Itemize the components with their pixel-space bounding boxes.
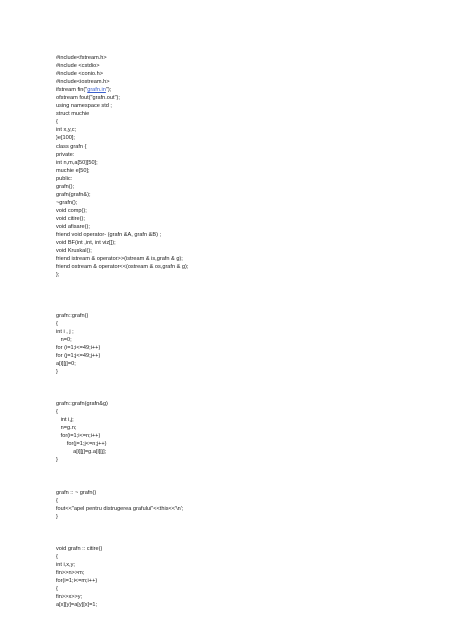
code-line: {: [56, 553, 58, 560]
code-line: for (j=1;j<=49;j++): [56, 352, 101, 359]
code-line: {: [56, 409, 58, 416]
code-block-default-constructor: [56, 312, 416, 376]
code-line: int i,j;: [56, 417, 74, 424]
code-line: ~grafn();: [56, 199, 78, 206]
code-line: a[i][j]=g.a[i][j];: [56, 449, 107, 456]
code-line: ofstream fout("grafn.out");: [56, 95, 120, 102]
code-line: void comp();: [56, 207, 87, 214]
code-line: fout<<"apel pentru distrugerea grafului"<<this<<'\n';: [56, 505, 184, 512]
code-line: friend istream & operator>>(istream & is,grafn & g);: [56, 256, 183, 263]
code-line: for(i=1;i<=m;i++): [56, 578, 98, 585]
code-line: grafn(grafn&);: [56, 191, 91, 198]
code-line: }: [56, 368, 58, 375]
code-line: a[x][y]=a[y][x]=1;: [56, 602, 98, 609]
code-line: using namespace std ;: [56, 103, 112, 110]
code-line: muchie e[50];: [56, 167, 90, 174]
code-line: grafn :: ~ grafn(): [56, 489, 97, 496]
code-line: for(j=1;j<=n;j++): [56, 441, 107, 448]
code-line: public:: [56, 175, 73, 182]
code-line: }: [56, 457, 58, 464]
code-line: void BF(int ,int, int viz[]);: [56, 240, 116, 247]
code-line: void afisare();: [56, 223, 90, 230]
code-line: }: [56, 513, 58, 520]
code-line: void grafn :: citire(): [56, 545, 103, 552]
block-spacer: [56, 464, 416, 488]
code-line: struct muchie: [56, 111, 90, 118]
code-line: #include <cstdio>: [56, 63, 100, 70]
code-line: #include<iostream.h>: [56, 79, 110, 86]
block-spacer: [56, 279, 416, 311]
code-line: for(i=1;i<=n;i++): [56, 433, 101, 440]
code-line: ifstream fin("grafn.in");: [56, 87, 112, 94]
code-line: for (i=1;i<=49;i++): [56, 344, 101, 351]
code-line: #include <conio.h>: [56, 71, 103, 78]
code-line: n=0;: [56, 336, 72, 343]
code-line: void Kruskal();: [56, 248, 92, 255]
code-listing: [56, 54, 416, 609]
code-line: friend ostream & operator<<(ostream & os,grafn & g);: [56, 264, 189, 271]
code-line: int i,x,y;: [56, 561, 75, 568]
code-line: grafn();: [56, 183, 75, 190]
code-line: grafn::grafn(grafn&g): [56, 401, 108, 408]
code-line: int x,y,c;: [56, 127, 77, 134]
code-block-destructor: [56, 489, 416, 521]
code-line: void citire();: [56, 215, 85, 222]
code-line: }e[100];: [56, 135, 75, 142]
code-line: grafn::grafn(): [56, 312, 89, 319]
code-line: };: [56, 272, 60, 279]
code-line: int n,m,a[50][50];: [56, 159, 98, 166]
code-line: fin>>x>>y;: [56, 594, 83, 601]
block-spacer: [56, 376, 416, 400]
code-line: {: [56, 119, 58, 126]
code-line: fin>>n>>m;: [56, 570, 85, 576]
code-line: {: [56, 320, 58, 327]
code-block-citire-function: [56, 545, 416, 609]
code-line: int i , j ;: [56, 328, 74, 335]
code-block-class-declaration: [56, 54, 416, 279]
code-block-copy-constructor: [56, 400, 416, 464]
filename-link[interactable]: grafn.in: [87, 87, 106, 94]
code-line: a[i][j]=0;: [56, 360, 76, 367]
code-line: {: [56, 586, 58, 593]
code-line: {: [56, 497, 58, 504]
code-line: class grafn {: [56, 143, 87, 150]
code-line: private:: [56, 151, 75, 158]
code-line: #include<fstream.h>: [56, 55, 107, 61]
code-line: friend void operator- (grafn &A, grafn &B) ;: [56, 232, 162, 239]
code-line: n=g.n;: [56, 425, 77, 432]
block-spacer: [56, 521, 416, 545]
